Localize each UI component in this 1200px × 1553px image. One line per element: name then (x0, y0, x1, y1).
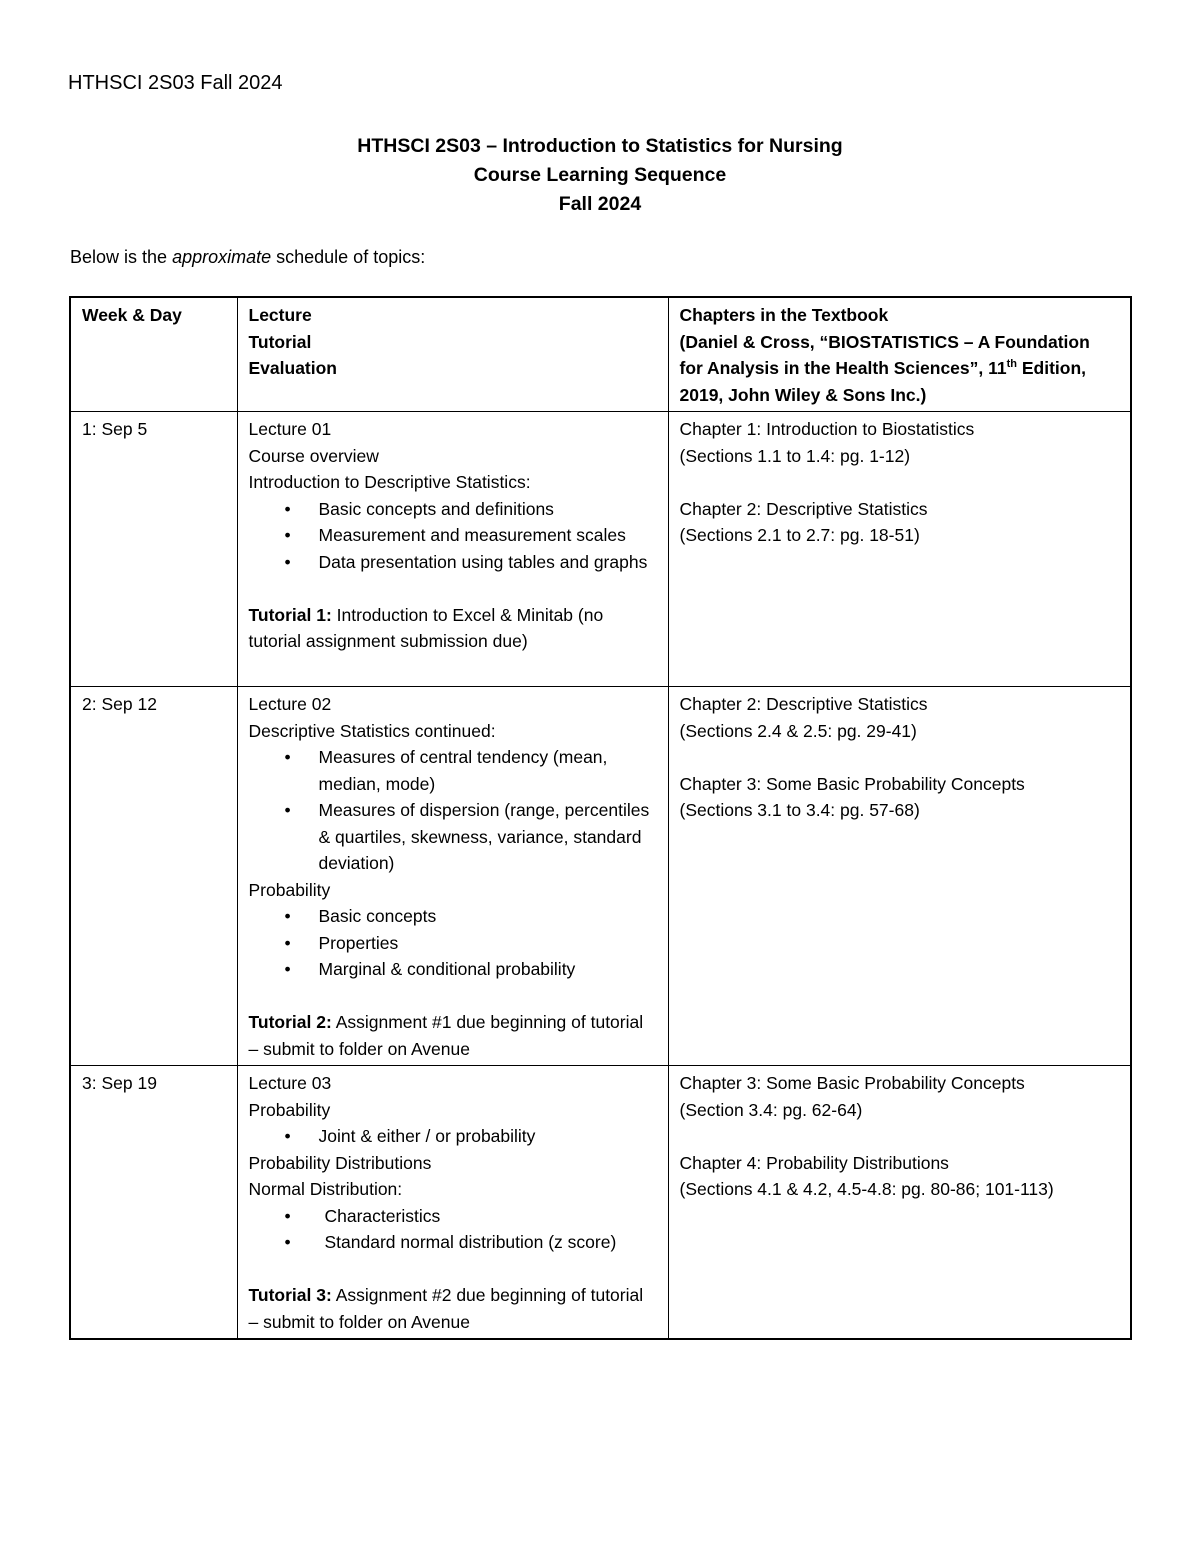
list-item: • Characteristics (325, 1203, 658, 1230)
list-item: • Joint & either / or probability (319, 1123, 658, 1150)
topic-list (249, 1123, 658, 1150)
week-cell: 2: Sep 12 (70, 687, 237, 1066)
list-item: • Data presentation using tables and graphs (319, 549, 658, 576)
lecture-cell: Lecture 01 Course overview Introduction to Descriptive Statistics: • Basic concepts and definitions • Measurement and measurement scales • Data presentation using tables and graphs Tutorial 1: Introduction to Excel & Minitab (no tutorial assignment submission due) (237, 412, 668, 687)
topic-list (249, 744, 658, 877)
header-week: Week & Day (70, 297, 237, 412)
chapters-cell: Chapter 2: Descriptive Statistics (Sections 2.4 & 2.5: pg. 29-41) Chapter 3: Some Basic Probability Concepts (Sections 3.1 to 3.4: pg. 57-68) (668, 687, 1131, 1066)
table-row (70, 412, 1131, 687)
title-line-1: HTHSCI 2S03 – Introduction to Statistics for Nursing (357, 135, 843, 157)
document-title (0, 132, 1200, 219)
tutorial-note: Tutorial 3: Assignment #2 due beginning of tutorial – submit to folder on Avenue (248, 1285, 644, 1332)
list-item: • Measures of central tendency (mean, median, mode) (319, 744, 658, 797)
page-header: HTHSCI 2S03 Fall 2024 (68, 72, 283, 94)
title-line-3: Fall 2024 (558, 193, 642, 215)
list-item: • Marginal & conditional probability (319, 956, 658, 983)
header-chapters: Chapters in the Textbook (Daniel & Cross, “BIOSTATISTICS – A Foundation for Analysis in the Health Sciences”, 11th Edition, 2019, John Wiley & Sons Inc.) (668, 297, 1131, 412)
schedule-table (69, 296, 1132, 1340)
topic-list (249, 1203, 658, 1256)
list-item: • Basic concepts and definitions (319, 496, 658, 523)
tutorial-note: Tutorial 1: Introduction to Excel & Minitab (no tutorial assignment submission due) (248, 604, 604, 651)
lecture-cell: Lecture 03 Probability • Joint & either / or probability Probability Distributions Normal Distribution: • Characteristics • Standard normal distribution (z score) Tutorial 3: Assignment #2 due beginning of tutorial – submit to folder on Avenue (237, 1066, 668, 1340)
intro-text: Below is the approximate schedule of topics: (70, 247, 426, 267)
topic-list (249, 903, 658, 983)
list-item: • Measures of dispersion (range, percentiles & quartiles, skewness, variance, standard deviation) (319, 797, 658, 877)
chapters-cell: Chapter 1: Introduction to Biostatistics (Sections 1.1 to 1.4: pg. 1-12) Chapter 2: Descriptive Statistics (Sections 2.1 to 2.7: pg. 18-51) (668, 412, 1131, 687)
topic-list (249, 496, 658, 576)
title-line-2: Course Learning Sequence (473, 164, 727, 186)
week-cell: 3: Sep 19 (70, 1066, 237, 1340)
lecture-cell: Lecture 02 Descriptive Statistics continued: • Measures of central tendency (mean, median, mode) • Measures of dispersion (range, percentiles & quartiles, skewness, variance, standard deviation) Probability • Basic concepts • Properties • Marginal & conditional probability Tutorial 2: Assignment #1 due beginning of tutorial – submit to folder on Avenue (237, 687, 668, 1066)
list-item: • Basic concepts (319, 903, 658, 930)
table-row (70, 687, 1131, 1066)
tutorial-note: Tutorial 2: Assignment #1 due beginning of tutorial – submit to folder on Avenue (248, 1012, 644, 1059)
intro-emphasis: approximate (172, 247, 272, 267)
chapters-cell: Chapter 3: Some Basic Probability Concepts (Section 3.4: pg. 62-64) Chapter 4: Probability Distributions (Sections 4.1 & 4.2, 4.5-4.8: pg. 80-86; 101-113) (668, 1066, 1131, 1340)
list-item: • Standard normal distribution (z score) (325, 1229, 658, 1256)
table-header-row (70, 297, 1131, 412)
list-item: • Properties (319, 930, 658, 957)
week-cell: 1: Sep 5 (70, 412, 237, 687)
table-row (70, 1066, 1131, 1340)
list-item: • Measurement and measurement scales (319, 522, 658, 549)
header-lecture: Lecture Tutorial Evaluation (237, 297, 668, 412)
